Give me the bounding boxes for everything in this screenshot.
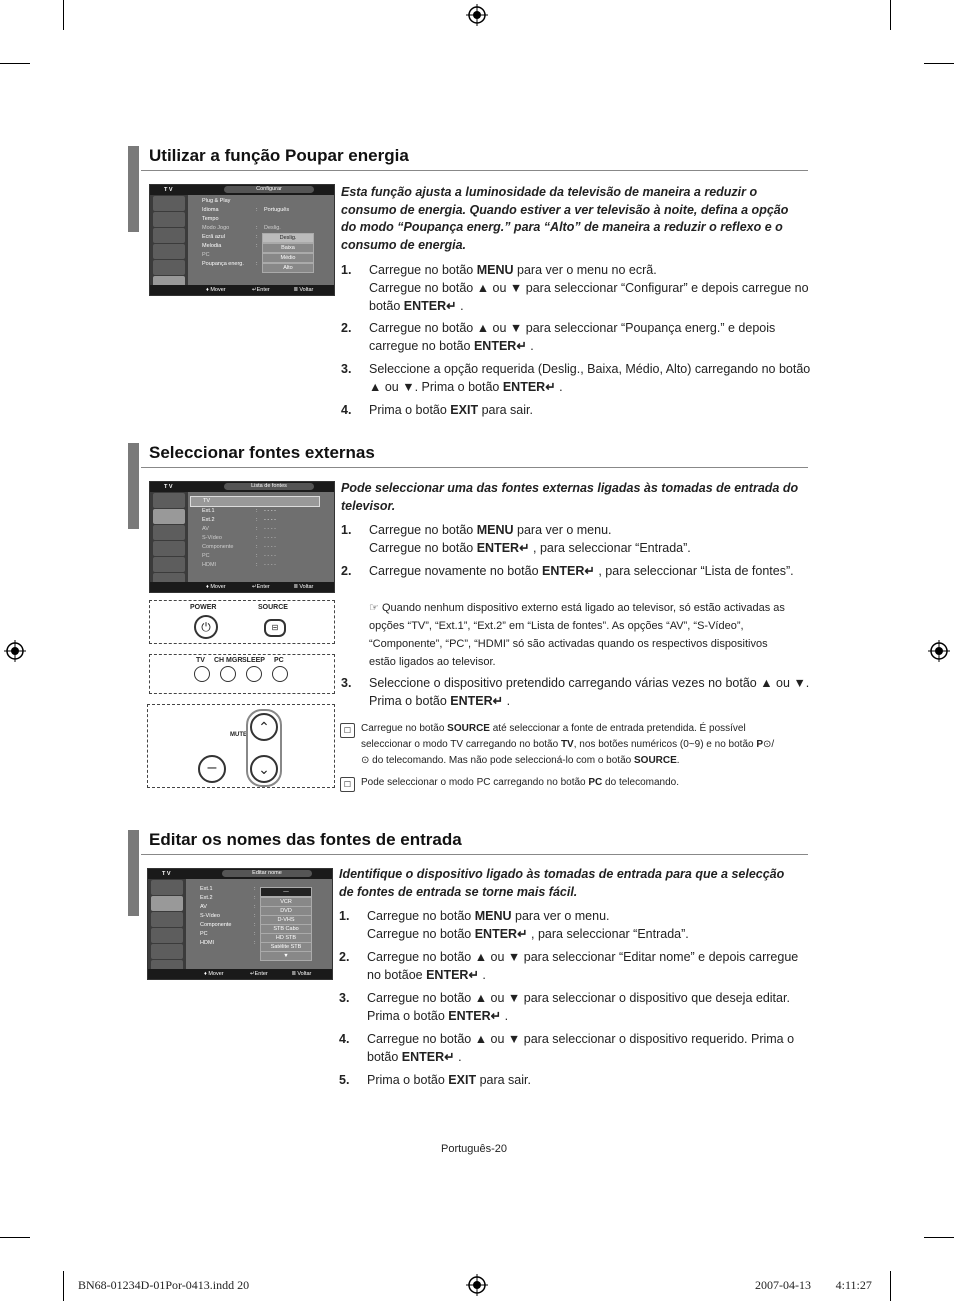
osd-body [188, 885, 330, 967]
osd-footer: ♦ Mover ↵Enter Ⅲ Voltar [150, 285, 334, 295]
step-text: Carregue no botão ▲ ou ▼ para seleccionar o dispositivo que deseja editar. Prima o botão ENTER↵ . [367, 991, 790, 1023]
page-number: Português-20 [441, 1143, 508, 1155]
osd-menu-icon [151, 944, 183, 959]
section-title: Seleccionar fontes externas [149, 443, 375, 462]
intro-text: Esta função ajusta a luminosidade da televisão de maneira a reduzir o consumo de energia. Quando estiver a ver televisão à noite, defina a opção do modo “Poupança energ.” para “Alto” de maneira a reduzir o reflexo e o consumo de energia. [341, 185, 789, 252]
step-text: Carregue no botão ▲ ou ▼ para seleccionar “Editar nome” e depois carregue no botãoe ENTER↵ . [367, 950, 799, 982]
osd-option: HD STB [260, 933, 312, 943]
osd-row: Plug & Play [202, 198, 231, 204]
step-text: Seleccione o dispositivo pretendido carregando várias vezes no botão ▲ ou ▼. Prima o botão ENTER↵ . [369, 676, 810, 708]
step-text: Carregue novamente no botão ENTER↵ , para seleccionar “Lista de fontes”. [369, 564, 794, 578]
osd-row: Ext.1 : [200, 886, 256, 892]
step-4: 4. Carregue no botão ▲ ou ▼ para seleccionar o dispositivo requerido. Prima o botão ENTER↵ . [339, 1030, 809, 1068]
osd-menu-icon [153, 260, 185, 275]
step-text: Prima o botão EXIT para sair. [367, 1073, 531, 1087]
osd-row: Tempo [202, 216, 219, 222]
osd-sidebar [150, 492, 188, 582]
osd-row: Modo Jogo : Deslig. [202, 225, 281, 231]
intro-text: Pode seleccionar uma das fontes externas ligadas às tomadas de entrada do televisor. [341, 481, 799, 513]
step-1: 1. Carregue no botão MENU para ver o menu no ecrã. Carregue no botão ▲ ou ▼ para seleccionar “Configurar” e depois carregue no botão ENTER↵ . [341, 261, 811, 299]
osd-option: Baixa [262, 243, 314, 253]
source-icon: ⊟ [264, 619, 286, 637]
osd-row: Componente : - - - - [202, 544, 276, 550]
step-4: 4. Prima o botão EXIT para sair. [341, 401, 811, 421]
osd-menu-icon [153, 541, 185, 556]
osd-option-scroll-down: ▼ [260, 951, 312, 961]
registration-mark-icon [928, 640, 950, 662]
volume-down-icon: – [198, 755, 226, 783]
intro-text: Identifique o dispositivo ligado às tomadas de entrada para que a selecção de fontes de entrada se torne mais fácil. [339, 867, 785, 899]
section-marker-bar [128, 146, 139, 232]
remote-channel-illustration: MUTE ⌃ ⌄ – [147, 704, 335, 788]
sleep-button-icon [246, 666, 262, 682]
osd-option: DVD [260, 906, 312, 916]
osd-header [150, 185, 334, 195]
osd-row: S-Vídeo : - - - - [202, 535, 276, 541]
osd-header: T V Lista de fontes [150, 482, 334, 492]
tip-icon: ☐ [340, 723, 355, 738]
crop-mark [63, 1271, 64, 1301]
tip-source-button: ☐ Carregue no botão SOURCE até seleccionar a fonte de entrada pretendida. É possível seleccionar o modo TV carregando no botão TV, nos botões numéricos (0~9) e no botão P⊙/⊙ do telecomando. Mas não pode seleccioná-lo com o botão SOURCE. [340, 721, 780, 771]
tip-icon: ☐ [340, 777, 355, 792]
osd-sidebar [148, 879, 186, 969]
osd-menu-configurar [149, 184, 335, 296]
osd-sidebar [150, 195, 188, 285]
osd-row: PC [202, 252, 210, 258]
step-text: Carregue no botão MENU para ver o menu. Carregue no botão ENTER↵ , para seleccionar “Entrada”. [367, 909, 689, 941]
osd-option-selected: Deslig. [262, 233, 314, 243]
osd-row: Ext.2 : [200, 895, 256, 901]
osd-menu-icon [151, 880, 183, 895]
section-title: Editar os nomes das fontes de entrada [149, 830, 462, 849]
section-marker-bar [128, 443, 139, 529]
osd-row: HDMI : [200, 940, 256, 946]
osd-row: Melodia : [202, 243, 258, 249]
osd-row: AV : [200, 904, 256, 910]
osd-menu-icon [153, 212, 185, 227]
registration-mark-icon [466, 1274, 488, 1296]
osd-menu-icon [153, 228, 185, 243]
osd-menu-editar-nome [147, 868, 333, 980]
channel-up-icon: ⌃ [250, 713, 278, 741]
osd-title: Configurar [224, 186, 314, 193]
osd-footer: ♦ Mover ↵Enter Ⅲ Voltar [150, 582, 334, 592]
remote-power-source-illustration: POWER SOURCE ⏻ ⊟ [149, 600, 335, 644]
osd-menu-icon [153, 244, 185, 259]
crop-mark [924, 63, 954, 64]
section-rule [141, 467, 808, 468]
osd-menu-icon [151, 912, 183, 927]
step-3: 3. Seleccione a opção requerida (Deslig., Baixa, Médio, Alto) carregando no botão ▲ ou ▼. Prima o botão ENTER↵ . [341, 362, 811, 394]
osd-menu-icon [151, 896, 183, 911]
step-text: Carregue no botão ▲ ou ▼ para seleccionar “Poupança energ.” e depois carregue no botão ENTER↵ . [369, 321, 776, 353]
osd-header: T V Editar nome [148, 869, 332, 879]
step-text: Seleccione a opção requerida (Deslig., Baixa, Médio, Alto) carregando no botão ▲ ou ▼. Prima o botão ENTER↵ . [369, 362, 811, 394]
remote-tv-pc-illustration: TV CH MGR SLEEP PC [149, 654, 335, 694]
crop-mark [890, 1271, 891, 1301]
osd-row: Ext.2 : - - - - [202, 517, 276, 523]
step-2: 2. Carregue novamente no botão ENTER↵ , para seleccionar “Lista de fontes”. [341, 562, 811, 600]
osd-menu-icon [153, 196, 185, 211]
osd-menu-icon [153, 509, 185, 524]
step-2: 2. Carregue no botão ▲ ou ▼ para seleccionar “Poupança energ.” e depois carregue no botão ENTER↵ . [341, 319, 811, 357]
osd-row-selected: TV [190, 496, 320, 507]
channel-down-icon: ⌄ [250, 755, 278, 783]
osd-row: S-Vídeo : [200, 913, 256, 919]
osd-row: Ext.1 : - - - - [202, 508, 276, 514]
crop-mark [890, 0, 891, 30]
osd-option: Satélite STB [260, 942, 312, 952]
step-3: 3. Seleccione o dispositivo pretendido carregando várias vezes no botão ▲ ou ▼. Prima o botão ENTER↵ . [341, 676, 810, 708]
osd-tv-label: T V [164, 187, 173, 193]
step-text: Carregue no botão MENU para ver o menu no ecrã. Carregue no botão ▲ ou ▼ para seleccionar “Configurar” e depois carregue no botão ENTER↵ . [369, 263, 809, 313]
osd-row: Idioma : Português [202, 207, 290, 213]
step-text: Carregue no botão MENU para ver o menu. Carregue no botão ENTER↵ , para seleccionar “Entrada”. [369, 523, 691, 555]
osd-option: STB Cabo [260, 924, 312, 934]
registration-mark-icon [4, 640, 26, 662]
osd-option: VCR [260, 897, 312, 907]
crop-mark [924, 1237, 954, 1238]
osd-row: AV : - - - - [202, 526, 276, 532]
osd-footer: ♦ Mover ↵Enter Ⅲ Voltar [148, 969, 332, 979]
osd-row: Ecrã azul : [202, 234, 258, 240]
osd-option-selected: — [260, 887, 312, 897]
osd-row: Poupança energ. : [202, 261, 258, 267]
step-1: 1. Carregue no botão MENU para ver o menu. Carregue no botão ENTER↵ , para seleccionar “Entrada”. [339, 907, 809, 945]
osd-row: PC : [200, 931, 256, 937]
pc-button-icon [272, 666, 288, 682]
file-name: BN68-01234D-01Por-0413.indd 20 [78, 1278, 250, 1292]
step-3: 3. Carregue no botão ▲ ou ▼ para seleccionar o dispositivo que deseja editar. Prima o botão ENTER↵ . [339, 989, 809, 1027]
crop-mark [0, 63, 30, 64]
osd-row: PC : - - - - [202, 553, 276, 559]
section-title: Utilizar a função Poupar energia [149, 146, 409, 165]
crop-mark [63, 0, 64, 30]
tv-button-icon [194, 666, 210, 682]
note-sources: ☞ Quando nenhum dispositivo externo está ligado ao televisor, só estão activadas as opções “TV”, “Ext.1”, “Ext.2” em “Lista de fontes”. As opções “AV”, “S-Vídeo”, “Componente”, “PC”, “HDMI” só são activadas quando os respectivos dispositivos estão ligados ao televisor. [369, 602, 785, 668]
osd-menu-icon [153, 557, 185, 572]
crop-mark [0, 1237, 30, 1238]
osd-option: Alto [262, 263, 314, 273]
step-1: 1. Carregue no botão MENU para ver o menu. Carregue no botão ENTER↵ , para seleccionar “Entrada”. [341, 521, 811, 559]
section-rule [141, 854, 808, 855]
step-5: 5. Prima o botão EXIT para sair. [339, 1071, 809, 1091]
osd-body [190, 197, 332, 283]
note-icon: ☞ [369, 602, 379, 614]
step-text: Carregue no botão ▲ ou ▼ para seleccionar o dispositivo requerido. Prima o botão ENTER↵ . [367, 1032, 795, 1064]
osd-row: HDMI : - - - - [202, 562, 276, 568]
tip-pc-button: ☐ Pode seleccionar o modo PC carregando no botão PC do telecomando. [340, 775, 780, 793]
osd-menu-icon [151, 928, 183, 943]
registration-mark-icon [466, 4, 488, 26]
osd-option: D-VHS [260, 915, 312, 925]
step-2: 2. Carregue no botão ▲ ou ▼ para seleccionar “Editar nome” e depois carregue no botãoe ENTER↵ . [339, 948, 809, 986]
chmgr-button-icon [220, 666, 236, 682]
section-rule [141, 170, 808, 171]
osd-option: Médio [262, 253, 314, 263]
osd-menu-lista-fontes [149, 481, 335, 593]
section-marker-bar [128, 830, 139, 916]
power-icon: ⏻ [194, 615, 218, 639]
osd-menu-icon [153, 493, 185, 508]
step-text: Prima o botão EXIT para sair. [369, 403, 533, 417]
print-date: 2007-04-13 ﾟﾟ 4:11:27 [755, 1278, 872, 1292]
osd-body [190, 496, 332, 580]
osd-row: Componente : [200, 922, 256, 928]
osd-menu-icon [153, 525, 185, 540]
